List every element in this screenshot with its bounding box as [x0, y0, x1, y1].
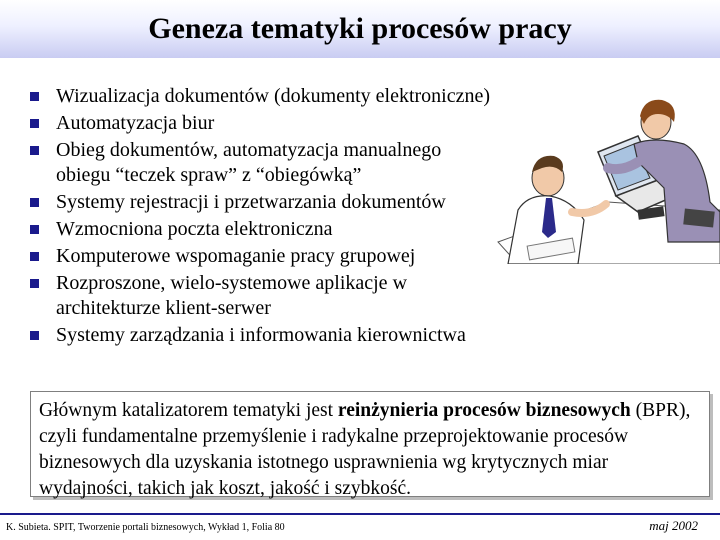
bullet-square-icon — [30, 198, 39, 207]
slide-title: Geneza tematyki procesów pracy — [148, 12, 572, 45]
list-item: Systemy zarządzania i informowania kierownictwa — [30, 323, 530, 348]
list-item: Automatyzacja biur — [30, 111, 530, 136]
bpr-callout-box: Głównym katalizatorem tematyki jest reinżynieria procesów biznesowych (BPR), czyli fundamentalne przemyślenie i radykalne przeprojektowanie procesów biznesowych dla uzyskania istotnego usprawnienia wg krytycznych miar wydajności, takich jak koszt, jakość i szybkość. — [30, 391, 710, 497]
list-item: Wzmocniona poczta elektroniczna — [30, 217, 530, 242]
bullet-square-icon — [30, 146, 39, 155]
list-item: Komputerowe wspomaganie pracy grupowej — [30, 244, 530, 269]
bullet-square-icon — [30, 119, 39, 128]
list-item: Rozproszone, wielo-systemowe aplikacje w architekturze klient-serwer — [30, 271, 530, 321]
office-workers-clipart — [488, 92, 720, 264]
bullet-square-icon — [30, 331, 39, 340]
footer-divider — [0, 513, 720, 515]
bullet-square-icon — [30, 252, 39, 261]
list-item: Obieg dokumentów, automatyzacja manualnego obiegu “teczek spraw” z “obiegówką” — [30, 138, 530, 188]
footer-date: maj 2002 — [649, 518, 698, 533]
bpr-highlight: reinżynieria procesów biznesowych — [337, 400, 631, 421]
bullet-square-icon — [30, 92, 39, 101]
list-item: Wizualizacja dokumentów (dokumenty elektroniczne) — [30, 84, 530, 109]
list-item: Systemy rejestracji i przetwarzania dokumentów — [30, 190, 530, 215]
footer-citation: K. Subieta. SPIT, Tworzenie portali biznesowych, Wykład 1, Folia 80 — [6, 522, 285, 533]
bullet-list — [30, 84, 530, 350]
bullet-square-icon — [30, 279, 39, 288]
bullet-square-icon — [30, 225, 39, 234]
